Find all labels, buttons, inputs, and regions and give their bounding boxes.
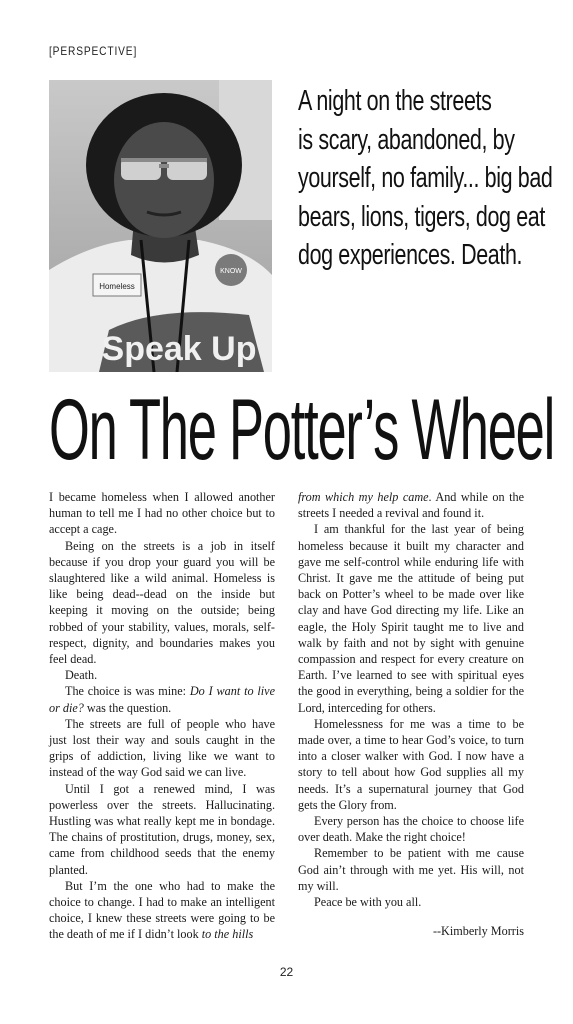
paragraph: [49, 878, 275, 943]
paragraph: Death.: [65, 668, 98, 683]
pull-quote-line: A night on the streets: [298, 85, 492, 117]
emphasis: from which my help came: [298, 490, 429, 504]
paragraph: The streets are full of people who have just lost their way and souls caught in the grips of addiction, living like we want to instead of the way God said we can live.: [49, 716, 275, 780]
portrait-photo: [49, 80, 272, 372]
emphasis: Do I want to live or die?: [49, 684, 275, 715]
paragraph: I am thankful for the last year of being homeless because it built my character and gave me self-control while enduring life with Christ. It gave me the attitude of being put back on Potter’s wheel to be made over like clay and have God directing my life. Like an eagle, the Holy Spirit taught me to live and walk by faith and not by sight with genuine compassion and respect for every creature on Earth. I’ve learned to see with spiritual eyes the good in everything, being a soldier for the Lord, interceding for others.: [298, 522, 524, 715]
article-headline: On The Potter’s Wheel: [49, 382, 555, 478]
paragraph: Until I got a renewed mind, I was powerless over the streets. Hallucinating. Hustling was what really kept me in bondage. The chains of prostitution, drugs, money, sex, came from childhood seeds that the enemy planted.: [49, 781, 275, 877]
pull-quote-line: is scary, abandoned, by: [298, 123, 515, 156]
section-tag: [PERSPECTIVE]: [49, 44, 138, 58]
shirt-logo: Speak Up: [101, 330, 257, 368]
paragraph: [49, 683, 275, 715]
paragraph: Peace be with you all.: [314, 895, 422, 910]
paragraph: Homelessness for me was a time to be made over, a time to hear God’s voice, to turn into a closer walker with God. I now have a story to tell about how God supplies all my needs. It’s a supernatural journey that God gets the Glory from.: [298, 716, 524, 812]
pull-quote: [298, 82, 553, 275]
text-run: The choice is was mine:: [65, 684, 190, 699]
text-run: . And while on the streets I needed a revival and found it.: [298, 490, 524, 521]
pull-quote-line: dog experiences. Death.: [298, 239, 523, 271]
page-number: 22: [279, 965, 294, 979]
paragraph: Remember to be patient with me cause God ain’t through with me yet. His will, not my will.: [298, 846, 524, 893]
paragraph: [298, 489, 524, 521]
paragraph: Being on the streets is a job in itself because if you drop your guard you will be slaughtered like a wild animal. Homeless is like being dead--dead on the inside but keeping it moving on the outside; being robbed of your stability, values, morals, self-respect, dignity, and boundaries makes you feel dead.: [49, 538, 275, 667]
text-run: But I’m the one who had to make the choice to change. I had to make an intelligent choice, I knew these streets were going to be the death of me if I didn’t look: [49, 878, 275, 942]
pull-quote-line: bears, lions, tigers, dog eat: [298, 200, 545, 233]
text-run: was the question.: [83, 700, 172, 715]
author-signature: --Kimberly Morris: [432, 924, 524, 939]
body-column-left: [49, 489, 275, 943]
badge-text: Homeless: [99, 282, 135, 291]
emphasis: to the hills: [201, 927, 254, 942]
button-text: KNOW: [220, 268, 242, 275]
pull-quote-line: yourself, no family... big bad: [298, 162, 553, 194]
body-column-right: [298, 489, 524, 939]
paragraph: I became homeless when I allowed another human to tell me I had no other choice but to accept a cage.: [49, 490, 275, 537]
paragraph: Every person has the choice to choose life over death. Make the right choice!: [298, 814, 524, 845]
